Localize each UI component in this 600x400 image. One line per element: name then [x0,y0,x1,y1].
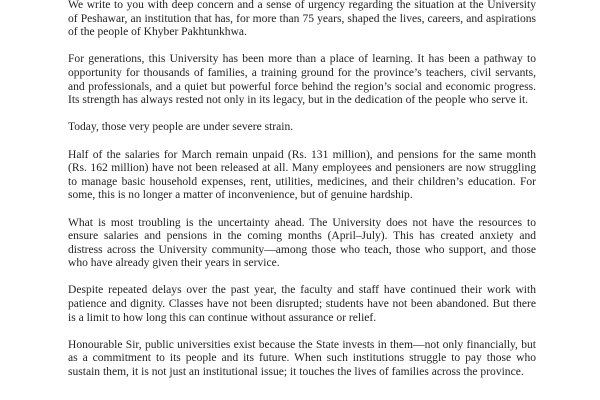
paragraph-unpaid-salaries: Half of the salaries for March remain unpaid (Rs. 131 million), and pensions for the same month (Rs. 162 million) have not been released at all. Many employees and pensioners are now struggling to manage basic household expenses, rent, utilities, medicines, and their children’s education. For some, this is no longer a matter of inconvenience, but of genuine hardship. [68,148,536,202]
paragraph-university-history: For generations, this University has been more than a place of learning. It has been a pathway to opportunity for thousands of families, a training ground for the province’s teachers, civil servants, and professionals, and a quiet but powerful force behind the region’s social and economic progress. Its strength has always rested not only in its legacy, but in the dedication of the people who serve it. [68,53,536,107]
paragraph-people-strain: Today, those very people are under severe strain. [68,121,294,134]
paragraph-uncertainty: What is most troubling is the uncertainty ahead. The University does not have the resources to ensure salaries and pensions in the coming months (April–July). This has created anxiety and distress across the University community—among those who teach, those who support, and those who have already given their years in service. [68,216,536,270]
paragraph-state-commitment: Honourable Sir, public universities exist because the State invests in them—not only financially, but as a commitment to its people and its future. When such institutions struggle to pay those who sustain them, it is not just an institutional issue; it touches the lives of families across the province. [68,338,536,379]
paragraph-opening: We write to you with deep concern and a sense of urgency regarding the situation at the University of Peshawar, an institution that has, for more than 75 years, shaped the lives, careers, and aspirations of the people of Khyber Pakhtunkhwa. [68,0,536,39]
letter-body [68,0,536,380]
paragraph-faculty-patience: Despite repeated delays over the past year, the faculty and staff have continued their work with patience and dignity. Classes have not been disrupted; students have not been abandoned. But there is a limit to how long this can continue without assurance or relief. [68,284,536,324]
